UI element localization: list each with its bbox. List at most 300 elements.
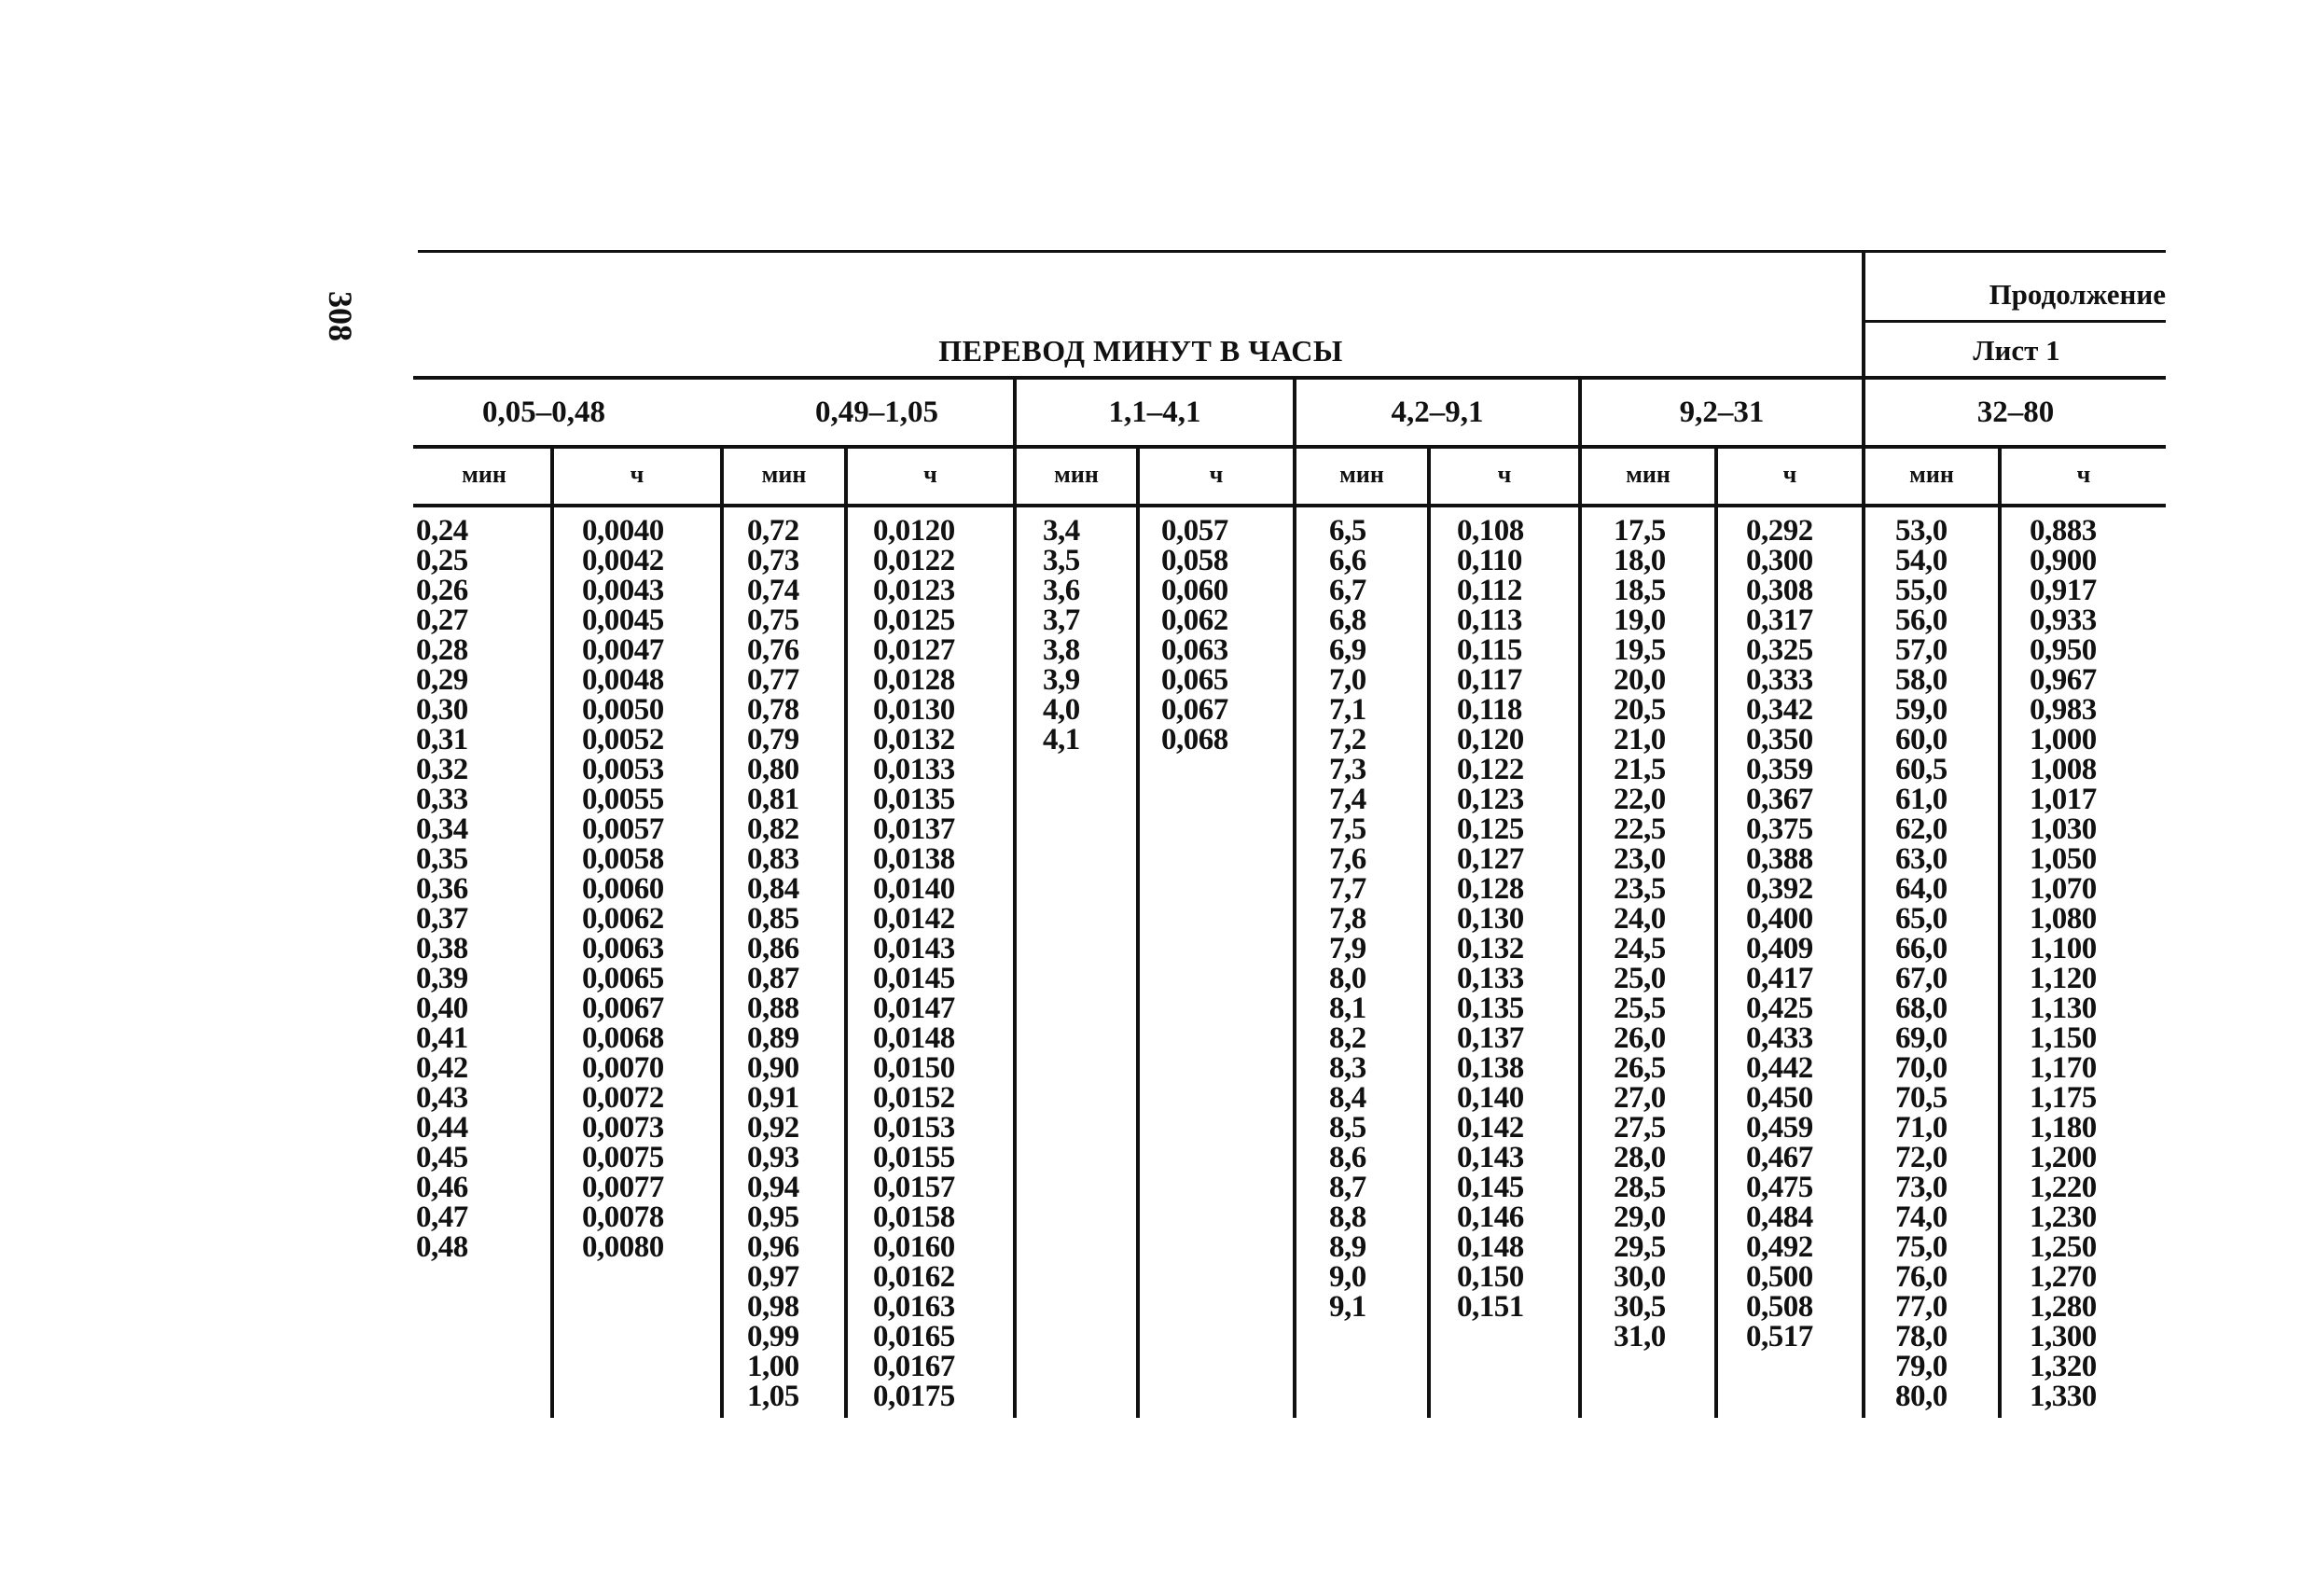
table-cell: 0,0167 — [873, 1350, 955, 1383]
table-cell: 0,0175 — [873, 1380, 955, 1413]
table-cell: 68,0 — [1895, 992, 1948, 1025]
table-cell: 0,0063 — [582, 932, 664, 965]
table-cell: 7,0 — [1329, 663, 1366, 697]
table-cell: 0,0147 — [873, 992, 955, 1025]
table-cell: 0,115 — [1457, 633, 1522, 667]
table-cell: 1,200 — [2030, 1141, 2097, 1174]
table-cell: 0,74 — [747, 574, 799, 607]
table-cell: 0,0142 — [873, 902, 955, 936]
table-cell: 0,459 — [1746, 1111, 1813, 1145]
table-cell: 0,063 — [1161, 633, 1228, 667]
table-cell: 17,5 — [1614, 514, 1666, 548]
table-cell: 0,065 — [1161, 663, 1228, 697]
table-cell: 0,28 — [416, 633, 468, 667]
table-cell: 0,0047 — [582, 633, 664, 667]
table-cell: 21,0 — [1614, 723, 1666, 756]
table-cell: 69,0 — [1895, 1021, 1948, 1055]
min-header: мин — [1054, 461, 1099, 488]
table-cell: 0,0140 — [873, 872, 955, 906]
table-cell: 63,0 — [1895, 842, 1948, 876]
table-cell: 0,0137 — [873, 812, 955, 846]
table-cell: 1,00 — [747, 1350, 799, 1383]
min-column — [1614, 516, 1666, 1352]
table-cell: 0,0130 — [873, 693, 955, 727]
table-cell: 28,0 — [1614, 1141, 1666, 1174]
table-cell: 8,8 — [1329, 1200, 1366, 1234]
table-cell: 8,5 — [1329, 1111, 1366, 1145]
table-cell: 0,98 — [747, 1290, 799, 1324]
table-cell: 24,0 — [1614, 902, 1666, 936]
table-cell: 0,409 — [1746, 932, 1813, 965]
table-cell: 0,0153 — [873, 1111, 955, 1145]
table-cell: 0,135 — [1457, 992, 1524, 1025]
table-cell: 0,950 — [2030, 633, 2097, 667]
table-cell: 1,320 — [2030, 1350, 2097, 1383]
table-cell: 0,140 — [1457, 1081, 1524, 1115]
table-cell: 0,113 — [1457, 604, 1522, 637]
table-cell: 59,0 — [1895, 693, 1948, 727]
table-cell: 0,94 — [747, 1171, 799, 1204]
table-cell: 0,057 — [1161, 514, 1228, 548]
table-cell: 0,0145 — [873, 962, 955, 995]
top-rule — [418, 250, 2166, 253]
table-cell: 0,475 — [1746, 1171, 1813, 1204]
group-divider — [1578, 378, 1582, 1418]
table-cell: 0,85 — [747, 902, 799, 936]
min-column — [747, 516, 799, 1411]
table-cell: 0,0062 — [582, 902, 664, 936]
hour-column — [1457, 516, 1524, 1322]
table-cell: 0,359 — [1746, 753, 1813, 786]
table-cell: 6,7 — [1329, 574, 1366, 607]
table-cell: 0,0057 — [582, 812, 664, 846]
table-cell: 0,484 — [1746, 1200, 1813, 1234]
table-cell: 0,508 — [1746, 1290, 1813, 1324]
page-number: 308 — [322, 291, 359, 341]
table-cell: 77,0 — [1895, 1290, 1948, 1324]
table-cell: 0,38 — [416, 932, 468, 965]
table-cell: 0,0043 — [582, 574, 664, 607]
table-cell: 0,99 — [747, 1320, 799, 1353]
table-cell: 26,0 — [1614, 1021, 1666, 1055]
table-cell: 0,350 — [1746, 723, 1813, 756]
table-cell: 26,5 — [1614, 1051, 1666, 1085]
table-cell: 0,0160 — [873, 1230, 955, 1264]
table-cell: 0,37 — [416, 902, 468, 936]
table-cell: 8,9 — [1329, 1230, 1366, 1264]
range-rule — [413, 445, 2166, 449]
hour-header: ч — [923, 461, 937, 488]
table-cell: 19,0 — [1614, 604, 1666, 637]
sheet-label: Лист 1 — [1973, 334, 2060, 367]
table-cell: 0,967 — [2030, 663, 2097, 697]
table-cell: 25,0 — [1614, 962, 1666, 995]
table-cell: 0,45 — [416, 1141, 468, 1174]
table-cell: 0,0155 — [873, 1141, 955, 1174]
table-cell: 79,0 — [1895, 1350, 1948, 1383]
table-cell: 0,117 — [1457, 663, 1522, 697]
table-cell: 0,31 — [416, 723, 468, 756]
table-cell: 23,5 — [1614, 872, 1666, 906]
table-cell: 0,058 — [1161, 544, 1228, 577]
table-cell: 1,270 — [2030, 1260, 2097, 1294]
table-cell: 0,0053 — [582, 753, 664, 786]
table-cell: 0,0042 — [582, 544, 664, 577]
table-cell: 0,128 — [1457, 872, 1524, 906]
table-cell: 0,26 — [416, 574, 468, 607]
table-cell: 60,5 — [1895, 753, 1948, 786]
table-cell: 1,017 — [2030, 783, 2097, 816]
table-cell: 0,060 — [1161, 574, 1228, 607]
table-cell: 3,9 — [1043, 663, 1080, 697]
table-cell: 75,0 — [1895, 1230, 1948, 1264]
table-cell: 0,120 — [1457, 723, 1524, 756]
table-cell: 0,367 — [1746, 783, 1813, 816]
table-cell: 0,43 — [416, 1081, 468, 1115]
table-cell: 0,0080 — [582, 1230, 664, 1264]
table-cell: 0,917 — [2030, 574, 2097, 607]
table-cell: 0,77 — [747, 663, 799, 697]
hour-column — [2030, 516, 2097, 1411]
table-cell: 0,0060 — [582, 872, 664, 906]
table-cell: 0,42 — [416, 1051, 468, 1085]
min-column — [416, 516, 468, 1262]
table-cell: 0,292 — [1746, 514, 1813, 548]
table-cell: 0,0073 — [582, 1111, 664, 1145]
min-header: мин — [1909, 461, 1954, 488]
table-cell: 0,450 — [1746, 1081, 1813, 1115]
group-divider — [1293, 378, 1296, 1418]
table-cell: 25,5 — [1614, 992, 1666, 1025]
table-cell: 1,330 — [2030, 1380, 2097, 1413]
table-cell: 0,300 — [1746, 544, 1813, 577]
table-cell: 0,0133 — [873, 753, 955, 786]
table-cell: 0,0068 — [582, 1021, 664, 1055]
hour-column — [873, 516, 955, 1411]
table-cell: 0,900 — [2030, 544, 2097, 577]
subheader-rule — [413, 504, 2166, 507]
table-cell: 0,317 — [1746, 604, 1813, 637]
table-cell: 0,150 — [1457, 1260, 1524, 1294]
range-header-6: 32–80 — [1976, 396, 2055, 429]
min-header: мин — [761, 461, 807, 488]
min-header: мин — [1339, 461, 1384, 488]
table-cell: 56,0 — [1895, 604, 1948, 637]
table-cell: 64,0 — [1895, 872, 1948, 906]
table-cell: 0,125 — [1457, 812, 1524, 846]
table-cell: 8,2 — [1329, 1021, 1366, 1055]
table-cell: 0,500 — [1746, 1260, 1813, 1294]
table-cell: 0,0143 — [873, 932, 955, 965]
table-cell: 0,0065 — [582, 962, 664, 995]
table-cell: 0,40 — [416, 992, 468, 1025]
table-cell: 0,78 — [747, 693, 799, 727]
table-cell: 53,0 — [1895, 514, 1948, 548]
table-cell: 0,0122 — [873, 544, 955, 577]
table-cell: 0,145 — [1457, 1171, 1524, 1204]
group-divider — [1013, 378, 1017, 1418]
table-cell: 65,0 — [1895, 902, 1948, 936]
column-divider — [1427, 447, 1431, 1418]
table-cell: 8,1 — [1329, 992, 1366, 1025]
table-cell: 0,91 — [747, 1081, 799, 1115]
table-cell: 0,133 — [1457, 962, 1524, 995]
table-cell: 1,000 — [2030, 723, 2097, 756]
min-column — [1895, 516, 1948, 1411]
table-cell: 0,392 — [1746, 872, 1813, 906]
column-divider — [1714, 447, 1718, 1418]
table-cell: 0,44 — [416, 1111, 468, 1145]
table-cell: 62,0 — [1895, 812, 1948, 846]
table-cell: 3,7 — [1043, 604, 1080, 637]
table-cell: 0,86 — [747, 932, 799, 965]
hour-header: ч — [1782, 461, 1797, 488]
table-cell: 0,36 — [416, 872, 468, 906]
table-cell: 9,0 — [1329, 1260, 1366, 1294]
table-cell: 0,92 — [747, 1111, 799, 1145]
hour-column — [1161, 516, 1228, 755]
table-cell: 0,32 — [416, 753, 468, 786]
table-cell: 1,050 — [2030, 842, 2097, 876]
table-cell: 0,933 — [2030, 604, 2097, 637]
table-cell: 0,0125 — [873, 604, 955, 637]
table-cell: 0,75 — [747, 604, 799, 637]
range-header-5: 9,2–31 — [1679, 396, 1765, 429]
table-cell: 23,0 — [1614, 842, 1666, 876]
table-cell: 0,143 — [1457, 1141, 1524, 1174]
table-cell: 0,46 — [416, 1171, 468, 1204]
table-cell: 0,0148 — [873, 1021, 955, 1055]
table-cell: 0,25 — [416, 544, 468, 577]
column-divider — [550, 447, 554, 1418]
hour-column — [582, 516, 664, 1262]
hour-header: ч — [1497, 461, 1512, 488]
table-cell: 20,0 — [1614, 663, 1666, 697]
table-cell: 24,5 — [1614, 932, 1666, 965]
table-cell: 31,0 — [1614, 1320, 1666, 1353]
table-cell: 67,0 — [1895, 962, 1948, 995]
table-cell: 57,0 — [1895, 633, 1948, 667]
table-cell: 0,067 — [1161, 693, 1228, 727]
table-cell: 0,0128 — [873, 663, 955, 697]
table-cell: 0,0132 — [873, 723, 955, 756]
table-cell: 21,5 — [1614, 753, 1666, 786]
table-cell: 30,0 — [1614, 1260, 1666, 1294]
table-cell: 8,7 — [1329, 1171, 1366, 1204]
table-cell: 22,5 — [1614, 812, 1666, 846]
table-cell: 7,8 — [1329, 902, 1366, 936]
table-cell: 6,6 — [1329, 544, 1366, 577]
table-cell: 0,79 — [747, 723, 799, 756]
table-cell: 0,48 — [416, 1230, 468, 1264]
table-cell: 70,0 — [1895, 1051, 1948, 1085]
table-cell: 0,90 — [747, 1051, 799, 1085]
table-cell: 0,35 — [416, 842, 468, 876]
table-cell: 0,89 — [747, 1021, 799, 1055]
table-cell: 1,170 — [2030, 1051, 2097, 1085]
table-cell: 61,0 — [1895, 783, 1948, 816]
table-cell: 0,0120 — [873, 514, 955, 548]
table-cell: 0,30 — [416, 693, 468, 727]
hour-header: ч — [2076, 461, 2091, 488]
table-cell: 0,062 — [1161, 604, 1228, 637]
table-cell: 0,108 — [1457, 514, 1524, 548]
table-cell: 7,9 — [1329, 932, 1366, 965]
table-cell: 7,1 — [1329, 693, 1366, 727]
table-cell: 0,068 — [1161, 723, 1228, 756]
table-cell: 0,127 — [1457, 842, 1524, 876]
table-cell: 6,8 — [1329, 604, 1366, 637]
table-cell: 1,280 — [2030, 1290, 2097, 1324]
table-cell: 0,27 — [416, 604, 468, 637]
table-cell: 55,0 — [1895, 574, 1948, 607]
table-cell: 0,24 — [416, 514, 468, 548]
table-cell: 0,442 — [1746, 1051, 1813, 1085]
table-cell: 0,0163 — [873, 1290, 955, 1324]
table-cell: 0,375 — [1746, 812, 1813, 846]
table-cell: 66,0 — [1895, 932, 1948, 965]
table-cell: 0,33 — [416, 783, 468, 816]
table-cell: 70,5 — [1895, 1081, 1948, 1115]
table-cell: 71,0 — [1895, 1111, 1948, 1145]
table-cell: 8,3 — [1329, 1051, 1366, 1085]
range-header-4: 4,2–9,1 — [1391, 396, 1484, 429]
table-cell: 0,84 — [747, 872, 799, 906]
table-cell: 0,148 — [1457, 1230, 1524, 1264]
table-cell: 0,433 — [1746, 1021, 1813, 1055]
table-cell: 74,0 — [1895, 1200, 1948, 1234]
table-cell: 0,492 — [1746, 1230, 1813, 1264]
table-cell: 3,8 — [1043, 633, 1080, 667]
table-cell: 1,230 — [2030, 1200, 2097, 1234]
table-cell: 0,151 — [1457, 1290, 1524, 1324]
table-cell: 0,0070 — [582, 1051, 664, 1085]
table-cell: 8,6 — [1329, 1141, 1366, 1174]
table-cell: 0,0052 — [582, 723, 664, 756]
min-column — [1043, 516, 1080, 755]
table-cell: 72,0 — [1895, 1141, 1948, 1174]
table-cell: 0,0158 — [873, 1200, 955, 1234]
table-cell: 0,34 — [416, 812, 468, 846]
table-cell: 22,0 — [1614, 783, 1666, 816]
table-cell: 0,130 — [1457, 902, 1524, 936]
table-cell: 1,070 — [2030, 872, 2097, 906]
table-cell: 0,142 — [1457, 1111, 1524, 1145]
table-cell: 30,5 — [1614, 1290, 1666, 1324]
table-cell: 0,82 — [747, 812, 799, 846]
table-cell: 60,0 — [1895, 723, 1948, 756]
table-cell: 1,030 — [2030, 812, 2097, 846]
table-cell: 3,6 — [1043, 574, 1080, 607]
table-cell: 0,112 — [1457, 574, 1522, 607]
table-cell: 0,96 — [747, 1230, 799, 1264]
table-cell: 1,05 — [747, 1380, 799, 1413]
table-cell: 0,47 — [416, 1200, 468, 1234]
table-cell: 0,0078 — [582, 1200, 664, 1234]
table-cell: 6,9 — [1329, 633, 1366, 667]
table-cell: 0,308 — [1746, 574, 1813, 607]
table-cell: 0,517 — [1746, 1320, 1813, 1353]
min-header: мин — [1626, 461, 1670, 488]
column-divider — [1136, 447, 1140, 1418]
table-cell: 0,39 — [416, 962, 468, 995]
table-cell: 0,0058 — [582, 842, 664, 876]
hour-header: ч — [1209, 461, 1224, 488]
table-cell: 0,81 — [747, 783, 799, 816]
table-cell: 1,130 — [2030, 992, 2097, 1025]
table-cell: 0,0048 — [582, 663, 664, 697]
table-cell: 7,3 — [1329, 753, 1366, 786]
table-cell: 29,5 — [1614, 1230, 1666, 1264]
table-cell: 0,138 — [1457, 1051, 1524, 1085]
table-cell: 73,0 — [1895, 1171, 1948, 1204]
table-cell: 9,1 — [1329, 1290, 1366, 1324]
table-cell: 7,4 — [1329, 783, 1366, 816]
range-header-1: 0,05–0,48 — [482, 396, 605, 429]
table-cell: 1,175 — [2030, 1081, 2097, 1115]
table-cell: 80,0 — [1895, 1380, 1948, 1413]
table-cell: 0,425 — [1746, 992, 1813, 1025]
table-cell: 19,5 — [1614, 633, 1666, 667]
table-cell: 20,5 — [1614, 693, 1666, 727]
table-cell: 0,0152 — [873, 1081, 955, 1115]
table-cell: 1,150 — [2030, 1021, 2097, 1055]
table-cell: 0,88 — [747, 992, 799, 1025]
table-cell: 0,97 — [747, 1260, 799, 1294]
table-cell: 0,110 — [1457, 544, 1522, 577]
hour-column — [1746, 516, 1813, 1352]
hour-header: ч — [630, 461, 645, 488]
table-cell: 0,118 — [1457, 693, 1522, 727]
table-cell: 6,5 — [1329, 514, 1366, 548]
table-cell: 28,5 — [1614, 1171, 1666, 1204]
table-cell: 0,83 — [747, 842, 799, 876]
table-cell: 0,123 — [1457, 783, 1524, 816]
table-cell: 0,0157 — [873, 1171, 955, 1204]
table-cell: 0,73 — [747, 544, 799, 577]
column-divider — [844, 447, 848, 1418]
table-cell: 0,0165 — [873, 1320, 955, 1353]
title-rule — [413, 376, 2166, 380]
table-cell: 1,180 — [2030, 1111, 2097, 1145]
table-cell: 1,080 — [2030, 902, 2097, 936]
table-cell: 4,1 — [1043, 723, 1080, 756]
column-divider — [720, 447, 724, 1418]
table-cell: 0,0127 — [873, 633, 955, 667]
table-cell: 1,120 — [2030, 962, 2097, 995]
table-cell: 4,0 — [1043, 693, 1080, 727]
table-cell: 0,95 — [747, 1200, 799, 1234]
table-cell: 0,983 — [2030, 693, 2097, 727]
table-cell: 0,0040 — [582, 514, 664, 548]
table-cell: 0,388 — [1746, 842, 1813, 876]
min-header: мин — [462, 461, 506, 488]
table-cell: 27,0 — [1614, 1081, 1666, 1115]
table-cell: 1,300 — [2030, 1320, 2097, 1353]
table-cell: 0,467 — [1746, 1141, 1813, 1174]
table-cell: 0,417 — [1746, 962, 1813, 995]
table-cell: 0,0150 — [873, 1051, 955, 1085]
table-cell: 7,5 — [1329, 812, 1366, 846]
table-cell: 18,5 — [1614, 574, 1666, 607]
table-cell: 0,883 — [2030, 514, 2097, 548]
table-cell: 0,93 — [747, 1141, 799, 1174]
continuation-rule — [1864, 320, 2166, 323]
table-cell: 0,0123 — [873, 574, 955, 607]
table-cell: 0,333 — [1746, 663, 1813, 697]
table-cell: 8,0 — [1329, 962, 1366, 995]
table-cell: 0,0050 — [582, 693, 664, 727]
